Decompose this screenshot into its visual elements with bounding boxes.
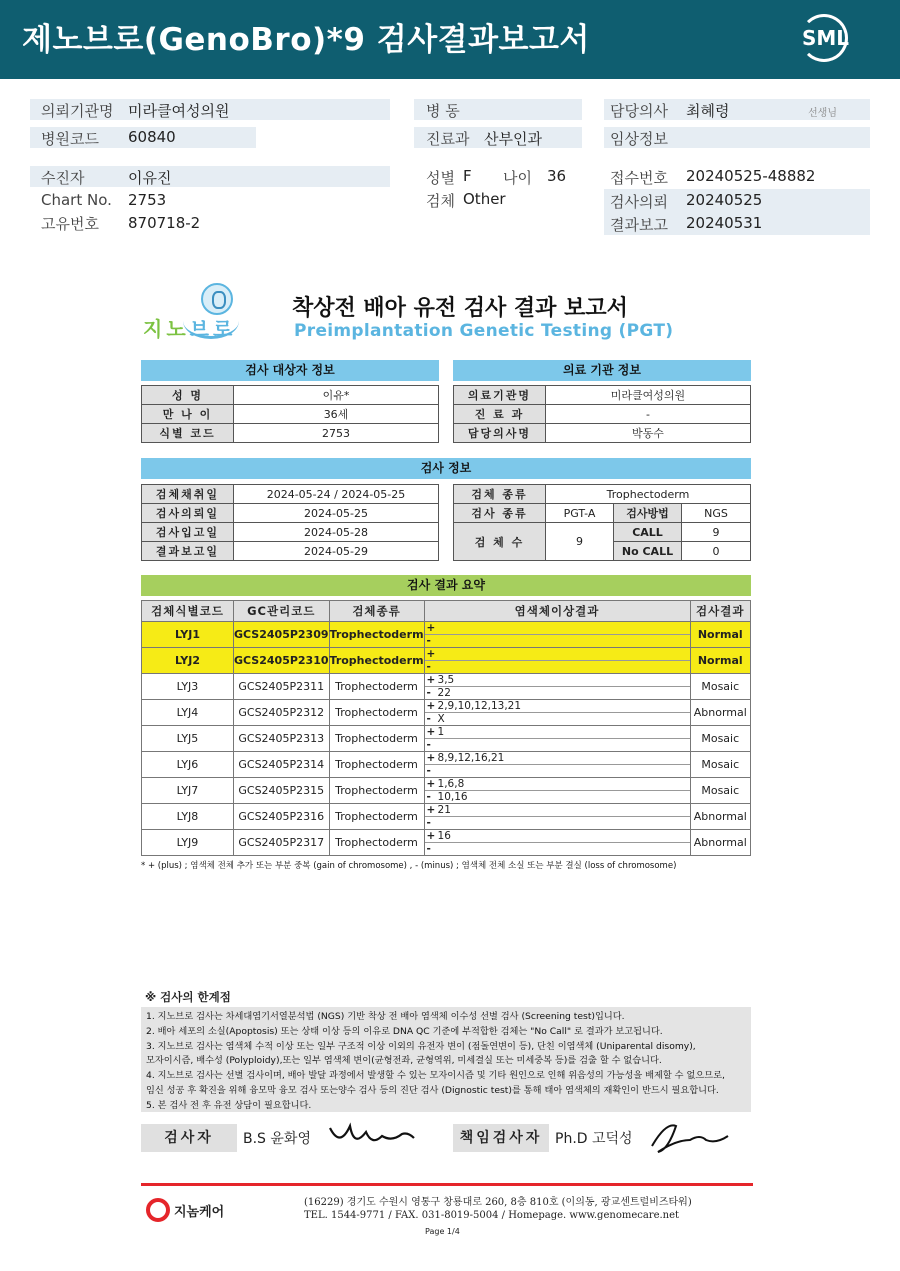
test-type-label: 검사 종류 xyxy=(454,504,546,523)
page-number: Page 1/4 xyxy=(425,1227,460,1236)
specimen-type: Trophectoderm xyxy=(329,830,424,856)
specimen-row xyxy=(454,485,751,504)
specimen-type: Trophectoderm xyxy=(329,804,424,830)
institution-info-heading: 의료 기관 정보 xyxy=(453,360,751,381)
pgt-report-subtitle: Preimplantation Genetic Testing (PGT) xyxy=(294,321,674,341)
chromosome-minus-line xyxy=(425,687,690,700)
institution-row xyxy=(454,405,751,424)
plus-sign: + xyxy=(426,622,436,634)
age-value: 36 xyxy=(547,167,567,185)
test-result: Abnormal xyxy=(690,700,750,726)
logo-text-a: 지노 xyxy=(143,317,190,341)
specimen-type: Trophectoderm xyxy=(329,752,424,778)
result-row xyxy=(142,726,751,752)
dept-value: 산부인과 xyxy=(484,130,542,148)
test-type-row xyxy=(454,504,751,523)
test-type-value: PGT-A xyxy=(546,504,614,523)
test-result: Abnormal xyxy=(690,830,750,856)
gc-code: GCS2405P2313 xyxy=(234,726,330,752)
footer-address: (16229) 경기도 수원시 영통구 창룡대로 260, 8층 810호 (이의동, 광교센트럴비즈타워) xyxy=(304,1197,692,1208)
chromosome-result xyxy=(424,674,690,700)
limitation-line: 5. 본 검사 전 후 유전 상담이 필요합니다. xyxy=(146,1099,312,1111)
footer-contact: TEL. 1544-9771 / FAX. 031-8019-5004 / Homepage. www.genomecare.net xyxy=(304,1210,680,1221)
limitations-box xyxy=(141,1007,751,1112)
genobro-logo xyxy=(143,283,253,343)
tester-signature xyxy=(326,1118,418,1154)
chromosome-plus-value: 3,5 xyxy=(437,674,455,686)
chromosome-plus-line xyxy=(425,674,690,687)
test-dates-table xyxy=(141,484,439,561)
test-result: Abnormal xyxy=(690,804,750,830)
footer-divider xyxy=(141,1183,753,1186)
gc-code: GCS2405P2309 xyxy=(234,622,330,648)
institution-label: 의료기관명 xyxy=(454,386,546,405)
embryo-code: LYJ1 xyxy=(142,622,234,648)
chromosome-plus-value: 2,9,10,12,13,21 xyxy=(437,700,522,712)
chromosome-plus-line xyxy=(425,700,690,713)
plus-sign: + xyxy=(426,674,436,686)
receipt-value: 20240525-48882 xyxy=(686,167,816,185)
subject-value: 이유* xyxy=(234,386,439,405)
chromosome-plus-line xyxy=(425,622,690,635)
dept-label: 진료과 xyxy=(426,130,470,148)
pgt-report-title: 착상전 배아 유전 검사 결과 보고서 xyxy=(292,296,628,321)
institution-value: 박동수 xyxy=(546,424,751,443)
embryo-code: LYJ5 xyxy=(142,726,234,752)
subject-row xyxy=(142,405,439,424)
subject-value: 2753 xyxy=(234,424,439,443)
chromosome-plus-value: 16 xyxy=(437,830,451,842)
limitation-line: 임신 성공 후 확진을 위해 융모막 융모 검사 또는양수 검사 등의 진단 검사 (Dignostic test)를 통해 태아 염색체의 재확인이 반드시 필요합니다. xyxy=(146,1084,719,1096)
chromosome-minus-line xyxy=(425,817,690,830)
specimen-type: Trophectoderm xyxy=(329,700,424,726)
tester-label: 검사자 xyxy=(141,1124,237,1152)
institution-row xyxy=(454,386,751,405)
subject-label: 식별 코드 xyxy=(142,424,234,443)
footer-address-block xyxy=(304,1196,692,1222)
test-result: Mosaic xyxy=(690,674,750,700)
title-bar xyxy=(0,0,900,79)
chromosome-plus-line xyxy=(425,752,690,765)
subject-row xyxy=(142,424,439,443)
request-label: 검사의뢰 xyxy=(610,193,668,211)
chromosome-plus-line xyxy=(425,830,690,843)
chromosome-plus-line xyxy=(425,726,690,739)
chromosome-result xyxy=(424,700,690,726)
gc-code: GCS2405P2315 xyxy=(234,778,330,804)
genobro-logo-text xyxy=(143,313,236,342)
specimen-type: Trophectoderm xyxy=(329,622,424,648)
summary-heading: 검사 결과 요약 xyxy=(141,575,751,596)
result-row xyxy=(142,622,751,648)
test-date-row xyxy=(142,523,439,542)
col-result: 검사결과 xyxy=(690,601,750,622)
genomecare-name: 지놈케어 xyxy=(174,1205,225,1220)
plus-sign: + xyxy=(426,700,436,712)
minus-sign: - xyxy=(426,660,431,673)
subject-info-heading: 검사 대상자 정보 xyxy=(141,360,439,381)
chromosome-minus-value: 10,16 xyxy=(437,790,468,803)
chromosome-minus-line xyxy=(425,843,690,856)
chromosome-result xyxy=(424,752,690,778)
limitation-line: 4. 지노브로 검사는 선별 검사이며, 배아 발달 과정에서 발생할 수 있는 모자이시즘 및 기타 원인으로 인해 위음성의 가능성을 배제할 수 없으므로, xyxy=(146,1070,725,1082)
director-signature xyxy=(646,1116,732,1156)
reported-value: 2024-05-29 xyxy=(234,542,439,561)
chromosome-minus-line xyxy=(425,765,690,778)
chromosome-result xyxy=(424,804,690,830)
requested-value: 2024-05-25 xyxy=(234,504,439,523)
limitation-line: 모자이시즘, 배수성 (Polyploidy),또는 일부 염색체 변이(균형전좌, 균형역위, 미세결실 또는 미세중복 등)를 검출 할 수 없습니다. xyxy=(146,1055,662,1067)
test-result: Normal xyxy=(690,622,750,648)
test-date-row xyxy=(142,485,439,504)
age-label: 나이 xyxy=(503,169,532,187)
chromosome-minus-line xyxy=(425,713,690,726)
chart-label: Chart No. xyxy=(41,191,112,209)
test-specimen-table xyxy=(453,484,751,561)
tester-name: B.S 윤화영 xyxy=(243,1131,311,1147)
chromosome-minus-line xyxy=(425,739,690,752)
ward-label: 병 동 xyxy=(426,102,460,120)
result-row xyxy=(142,804,751,830)
gc-code: GCS2405P2310 xyxy=(234,648,330,674)
summary-table xyxy=(141,600,751,856)
institution-row xyxy=(454,424,751,443)
chromosome-minus-value: X xyxy=(437,712,445,725)
count-label: 검 체 수 xyxy=(454,523,546,561)
subject-row xyxy=(142,386,439,405)
nocall-label: No CALL xyxy=(614,542,682,561)
gc-code: GCS2405P2312 xyxy=(234,700,330,726)
limitation-line: 1. 지노브로 검사는 차세대염기서열분석법 (NGS) 기반 착상 전 배아 염색체 이수성 선별 검사 (Screening test)입니다. xyxy=(146,1011,625,1022)
chromosome-result xyxy=(424,726,690,752)
embryo-code: LYJ3 xyxy=(142,674,234,700)
col-code: 검체식별코드 xyxy=(142,601,234,622)
reported-label: 결과보고일 xyxy=(142,542,234,561)
institution-label: 담당의사명 xyxy=(454,424,546,443)
chromosome-result xyxy=(424,622,690,648)
collected-label: 검체채취일 xyxy=(142,485,234,504)
genomecare-logo xyxy=(146,1198,236,1226)
embryo-icon xyxy=(201,283,233,315)
count-value: 9 xyxy=(546,523,614,561)
embryo-code: LYJ6 xyxy=(142,752,234,778)
summary-header-row xyxy=(142,601,751,622)
hospital-value: 미라클여성의원 xyxy=(128,102,230,120)
director-label: 책임검사자 xyxy=(453,1124,549,1152)
doctor-suffix: 선생님 xyxy=(808,108,837,119)
summary-footnote: * + (plus) ; 염색체 전체 추가 또는 부분 중복 (gain of chromosome) , - (minus) ; 염색체 전체 소실 또는 부분 결실 (loss of chromosome) xyxy=(141,861,677,871)
call-value: 9 xyxy=(682,523,751,542)
call-row xyxy=(454,523,751,542)
report-title: 제노브로(GenoBro)*9 검사결과보고서 xyxy=(22,22,590,58)
minus-sign: - xyxy=(426,816,431,829)
subject-label: 만 나 이 xyxy=(142,405,234,424)
specimen-value: Other xyxy=(463,190,506,208)
chromosome-plus-value: 21 xyxy=(437,804,451,816)
plus-sign: + xyxy=(426,830,436,842)
sml-logo-text: SML xyxy=(802,26,850,50)
patient-value: 이유진 xyxy=(128,169,172,187)
test-result: Mosaic xyxy=(690,778,750,804)
id-label: 고유번호 xyxy=(41,215,99,233)
call-label: CALL xyxy=(614,523,682,542)
receipt-label: 접수번호 xyxy=(610,169,668,187)
chromosome-plus-line xyxy=(425,648,690,661)
chromosome-minus-line xyxy=(425,661,690,674)
plus-sign: + xyxy=(426,752,436,764)
test-info-heading: 검사 정보 xyxy=(141,458,751,479)
specimen-label: 검체 xyxy=(426,192,455,210)
test-result: Normal xyxy=(690,648,750,674)
embryo-code: LYJ8 xyxy=(142,804,234,830)
minus-sign: - xyxy=(426,764,431,777)
clinical-label: 임상정보 xyxy=(610,130,668,148)
hospital-label: 의뢰기관명 xyxy=(41,102,114,120)
plus-sign: + xyxy=(426,648,436,660)
embryo-code: LYJ2 xyxy=(142,648,234,674)
col-type: 검체종류 xyxy=(329,601,424,622)
subject-value: 36세 xyxy=(234,405,439,424)
col-gc: GC관리코드 xyxy=(234,601,330,622)
result-row xyxy=(142,752,751,778)
institution-label: 진 료 과 xyxy=(454,405,546,424)
test-result: Mosaic xyxy=(690,752,750,778)
gc-code: GCS2405P2316 xyxy=(234,804,330,830)
minus-sign: - xyxy=(426,738,431,751)
subject-info-table xyxy=(141,385,439,443)
limitation-line: 3. 지노브로 검사는 염색체 수적 이상 또는 일부 구조적 이상 이외의 유전자 변이 (점돌연변이 등), 단친 이염색체 (Uniparental disomy), xyxy=(146,1040,696,1052)
genomecare-g-icon xyxy=(146,1198,170,1222)
chromosome-plus-line xyxy=(425,804,690,817)
chromosome-plus-line xyxy=(425,778,690,791)
test-date-row xyxy=(142,542,439,561)
institution-value: - xyxy=(546,405,751,424)
institution-info-table xyxy=(453,385,751,443)
doctor-label: 담당의사 xyxy=(610,102,668,120)
embryo-code: LYJ9 xyxy=(142,830,234,856)
chromosome-minus-line xyxy=(425,791,690,804)
minus-sign: - xyxy=(426,790,431,803)
specimen-type: Trophectoderm xyxy=(329,778,424,804)
method-label: 검사방법 xyxy=(614,504,682,523)
chromosome-plus-value: 8,9,12,16,21 xyxy=(437,752,505,764)
sex-value: F xyxy=(463,167,472,185)
specimen-type-label: 검체 종류 xyxy=(454,485,546,504)
institution-value: 미라클여성의원 xyxy=(546,386,751,405)
minus-sign: - xyxy=(426,712,431,725)
result-row xyxy=(142,674,751,700)
plus-sign: + xyxy=(426,726,436,738)
method-value: NGS xyxy=(682,504,751,523)
requested-label: 검사의뢰일 xyxy=(142,504,234,523)
chromosome-result xyxy=(424,648,690,674)
gc-code: GCS2405P2317 xyxy=(234,830,330,856)
gc-code: GCS2405P2314 xyxy=(234,752,330,778)
result-row xyxy=(142,648,751,674)
collected-value: 2024-05-24 / 2024-05-25 xyxy=(234,485,439,504)
hospital-code-label: 병원코드 xyxy=(41,130,99,148)
sex-label: 성별 xyxy=(426,169,455,187)
specimen-type: Trophectoderm xyxy=(329,674,424,700)
subject-label: 성 명 xyxy=(142,386,234,405)
limitation-line: 2. 배아 세포의 소실(Apoptosis) 또는 상태 이상 등의 이유로 DNA QC 기준에 부적합한 검체는 "No Call" 로 결과가 보고됩니다. xyxy=(146,1025,663,1037)
specimen-type: Trophectoderm xyxy=(329,648,424,674)
request-value: 20240525 xyxy=(686,191,763,209)
chromosome-plus-value: 1,6,8 xyxy=(437,778,465,790)
doctor-value: 최혜령 xyxy=(686,102,730,120)
plus-sign: + xyxy=(426,804,436,816)
logo-text-b: 브로 xyxy=(189,317,237,341)
report-label: 결과보고 xyxy=(610,216,668,234)
minus-sign: - xyxy=(426,634,431,647)
chart-value: 2753 xyxy=(128,191,167,209)
result-row xyxy=(142,830,751,856)
received-label: 검사입고일 xyxy=(142,523,234,542)
col-chromosome: 염색체이상결과 xyxy=(424,601,690,622)
sml-logo xyxy=(796,14,852,64)
limitations-title: ※ 검사의 한계점 xyxy=(145,990,231,1004)
nocall-value: 0 xyxy=(682,542,751,561)
specimen-type-value: Trophectoderm xyxy=(546,485,751,504)
director-name: Ph.D 고덕성 xyxy=(555,1131,633,1147)
chromosome-minus-value: 22 xyxy=(437,686,451,699)
gc-code: GCS2405P2311 xyxy=(234,674,330,700)
patient-label: 수진자 xyxy=(41,169,85,187)
minus-sign: - xyxy=(426,686,431,699)
result-row xyxy=(142,700,751,726)
minus-sign: - xyxy=(426,842,431,855)
test-date-row xyxy=(142,504,439,523)
id-value: 870718-2 xyxy=(128,214,201,232)
embryo-code: LYJ7 xyxy=(142,778,234,804)
hospital-code-value: 60840 xyxy=(128,128,176,146)
chromosome-minus-line xyxy=(425,635,690,648)
embryo-code: LYJ4 xyxy=(142,700,234,726)
specimen-type: Trophectoderm xyxy=(329,726,424,752)
chromosome-result xyxy=(424,830,690,856)
test-result: Mosaic xyxy=(690,726,750,752)
chromosome-result xyxy=(424,778,690,804)
received-value: 2024-05-28 xyxy=(234,523,439,542)
plus-sign: + xyxy=(426,778,436,790)
result-row xyxy=(142,778,751,804)
chromosome-plus-value: 1 xyxy=(437,726,445,738)
report-value: 20240531 xyxy=(686,214,763,232)
